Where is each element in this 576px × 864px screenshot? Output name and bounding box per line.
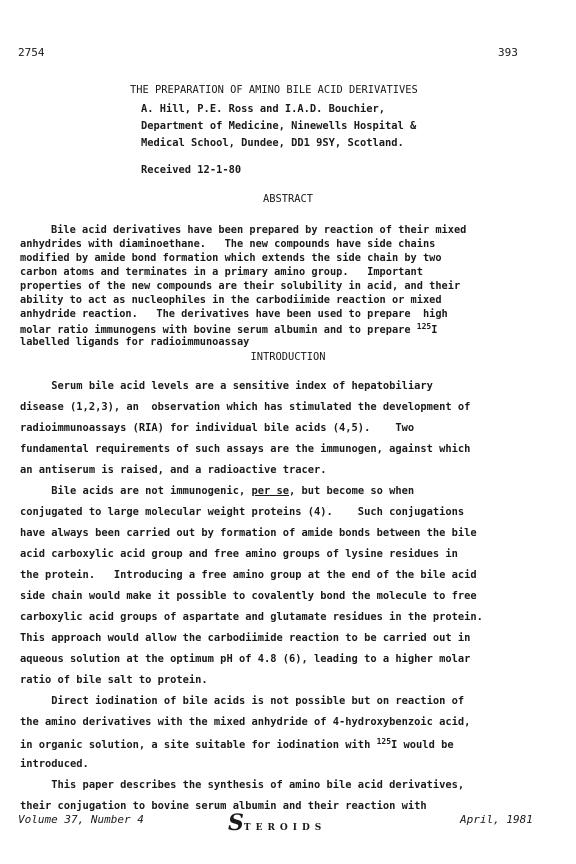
body-line: aqueous solution at the optimum pH of 4.8 (6), leading to a higher molar <box>20 653 471 665</box>
body-line: side chain would make it possible to covalently bond the molecule to free <box>20 590 477 602</box>
body-line: introduced. <box>20 758 89 770</box>
abstract-line: anhydrides with diaminoethane. The new compounds have side chains <box>20 238 436 250</box>
journal-code: 2754 <box>18 46 45 59</box>
body-line: acid carboxylic acid group and free amino groups of lysine residues in <box>20 548 458 560</box>
body-line: their conjugation to bovine serum albumin and their reaction with <box>20 800 427 812</box>
received-date: Received 12-1-80 <box>141 164 242 176</box>
body-line: This paper describes the synthesis of amino bile acid derivatives, <box>20 779 465 791</box>
body-line: the protein. Introducing a free amino group at the end of the bile acid <box>20 569 477 581</box>
body-line: disease (1,2,3), an observation which has stimulated the development of <box>20 401 471 413</box>
abstract-line: labelled ligands for radioimmunoassay <box>20 336 250 348</box>
body-line: Serum bile acid levels are a sensitive index of hepatobiliary <box>20 380 433 392</box>
iodine-symbol: I <box>431 324 438 336</box>
body-line: Direct iodination of bile acids is not possible but on reaction of <box>20 695 465 707</box>
abstract-line: anhydride reaction. The derivatives have been used to prepare high <box>20 308 448 320</box>
paper-title: THE PREPARATION OF AMINO BILE ACID DERIVATIVES <box>130 84 418 96</box>
abstract-line <box>20 322 437 336</box>
body-line-text: Bile acids are not immunogenic, <box>20 485 252 497</box>
abstract-line: modified by amide bond formation which extends the side chain by two <box>20 252 442 264</box>
issue-date: April, 1981 <box>460 813 533 826</box>
body-line: carboxylic acid groups of aspartate and glutamate residues in the protein. <box>20 611 483 623</box>
body-line-text: , but become so when <box>289 485 415 497</box>
body-line: fundamental requirements of such assays are the immunogen, against which <box>20 443 471 455</box>
per-se-emphasis: per se <box>251 485 290 497</box>
journal-logo-initial: S <box>228 810 244 836</box>
authors: A. Hill, P.E. Ross and I.A.D. Bouchier, <box>141 103 385 115</box>
introduction-heading: INTRODUCTION <box>250 351 326 363</box>
body-line-text: I would be <box>391 739 454 751</box>
body-line: ratio of bile salt to protein. <box>20 674 208 686</box>
abstract-line: ability to act as nucleophiles in the carbodiimide reaction or mixed <box>20 294 442 306</box>
isotope-superscript: 125 <box>376 737 392 746</box>
institution: Medical School, Dundee, DD1 9SY, Scotland. <box>141 137 404 149</box>
isotope-superscript: 125 <box>416 322 432 331</box>
body-line: have always been carried out by formation of amide bonds between the bile <box>20 527 477 539</box>
body-line <box>20 737 454 751</box>
abstract-line-text: molar ratio immunogens with bovine serum albumin and to prepare <box>20 324 417 336</box>
page-footer <box>0 810 576 837</box>
body-line: conjugated to large molecular weight proteins (4). Such conjugations <box>20 506 465 518</box>
journal-logo <box>228 810 326 836</box>
volume-number: Volume 37, Number 4 <box>18 813 144 826</box>
abstract-line: Bile acid derivatives have been prepared by reaction of their mixed <box>20 224 467 236</box>
department: Department of Medicine, Ninewells Hospital & <box>141 120 417 132</box>
body-line <box>20 485 414 497</box>
abstract-line: carbon atoms and terminates in a primary amino group. Important <box>20 266 423 278</box>
abstract-line: properties of the new compounds are their solubility in acid, and their <box>20 280 461 292</box>
abstract-heading: ABSTRACT <box>262 193 314 205</box>
journal-logo-text: TEROIDS <box>243 823 327 833</box>
page-number: 393 <box>498 46 518 59</box>
body-line: the amino derivatives with the mixed anhydride of 4-hydroxybenzoic acid, <box>20 716 471 728</box>
body-line: This approach would allow the carbodiimide reaction to be carried out in <box>20 632 471 644</box>
body-line: an antiserum is raised, and a radioactive tracer. <box>20 464 327 476</box>
body-line: radioimmunoassays (RIA) for individual bile acids (4,5). Two <box>20 422 415 434</box>
body-line-text: in organic solution, a site suitable for iodination with <box>20 739 377 751</box>
